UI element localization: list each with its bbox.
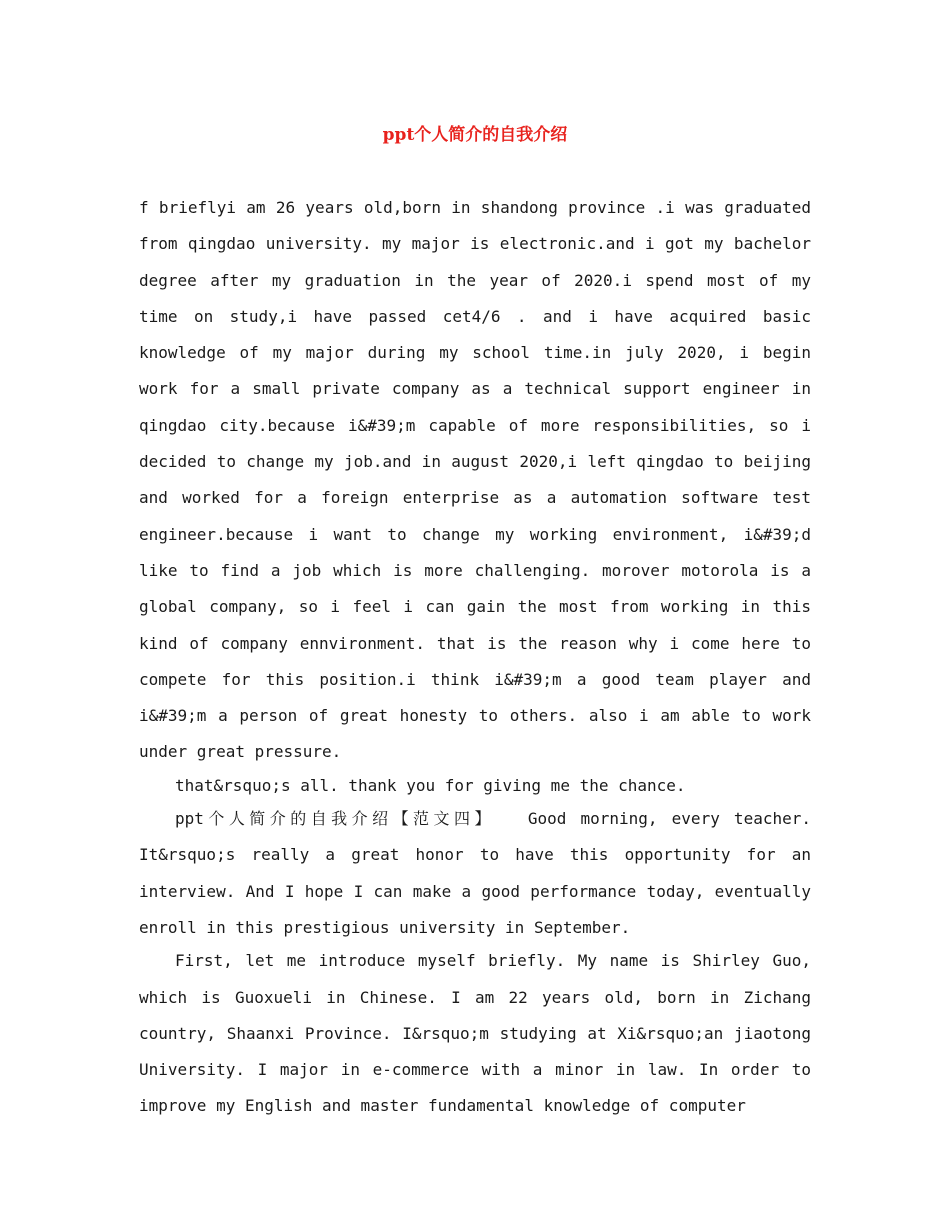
document-title: ppt个人简介的自我介绍 (382, 125, 568, 145)
paragraph-2: that&rsquo;s all. thank you for giving me the chance. (175, 775, 686, 795)
paragraph-4: First, let me introduce myself briefly. My name is Shirley Guo, which is Guoxueli in Chinese. I am 22 years old, born in Zichang country, Shaanxi Province. I&rsquo;m studying at Xi&rsquo;an jiaotong University. I major in e-commerce with a minor in law. In order to improve my English and master fundamental knowledge of computer (139, 951, 811, 1116)
paragraph-1: f brieflyi am 26 years old,born in shandong province .i was graduated from qingdao university. my major is electronic.and i got my bachelor degree after my graduation in the year of 2020.i spend most of my time on study,i have passed cet4/6 . and i have acquired basic knowledge of my major during my school time.in july 2020, i begin work for a small private company as a technical support engineer in qingdao city.because i&#39;m capable of more responsibilities, so i decided to change my job.and in august 2020,i left qingdao to beijing and worked for a foreign enterprise as a automation software test engineer.because i want to change my working environment, i&#39;d like to find a job which is more challenging. morover motorola is a global company, so i feel i can gain the most from working in this kind of company ennvironment. that is the reason why i come here to compete for this position.i think i&#39;m a good team player and i&#39;m a person of great honesty to others. also i am able to work under great pressure. (139, 198, 811, 762)
document-body (139, 190, 811, 1125)
paragraph-3: ppt个人简介的自我介绍【范文四】 Good morning, every teacher. It&rsquo;s really a great honor to have this opportunity for an interview. And I hope I can make a good performance today, eventually enroll in this prestigious university in September. (139, 809, 811, 937)
